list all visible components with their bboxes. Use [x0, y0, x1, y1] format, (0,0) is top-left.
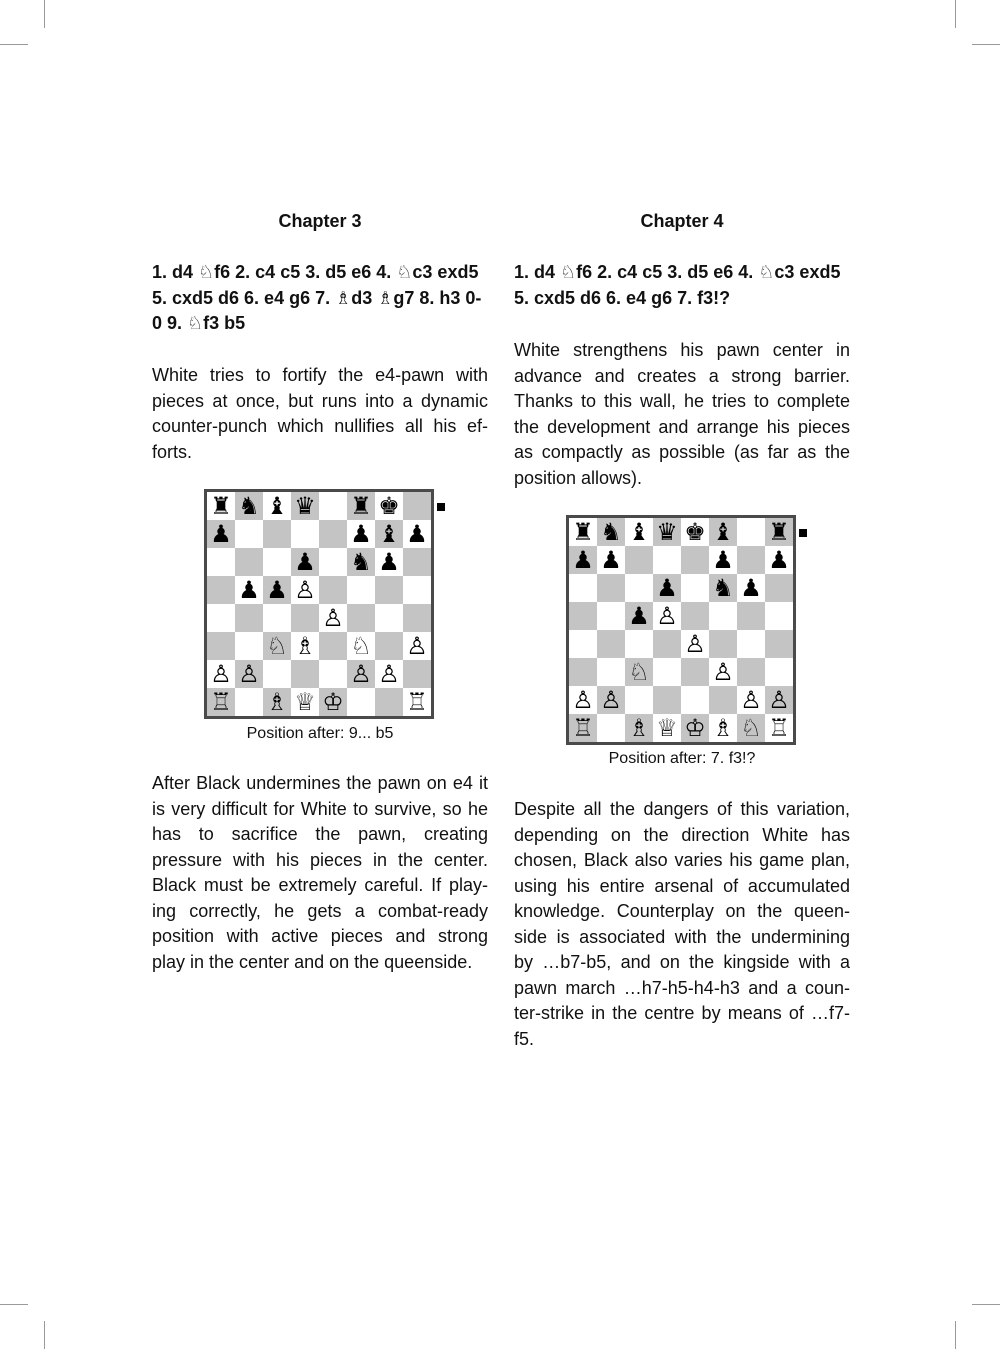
board-square: [653, 546, 681, 574]
black-queen-icon: ♛: [294, 492, 316, 520]
chapter-title: Chapter 4: [640, 211, 724, 231]
white-rook-icon: ♖: [210, 688, 232, 716]
board-square: [207, 576, 235, 604]
board-square: [597, 686, 625, 714]
board-square: [569, 602, 597, 630]
board-square: [319, 548, 347, 576]
board-square: [765, 686, 793, 714]
chapter-title: Chapter 3: [278, 211, 362, 231]
board-square: [319, 492, 347, 520]
board-square: [625, 630, 653, 658]
black-pawn-icon: ♟: [266, 576, 288, 604]
black-rook-icon: ♜: [768, 518, 790, 546]
board-square: [653, 714, 681, 742]
board-square: [235, 520, 263, 548]
board-square: [263, 660, 291, 688]
board-square: [291, 548, 319, 576]
black-king-icon: ♚: [378, 492, 400, 520]
white-queen-icon: ♕: [294, 688, 316, 716]
board-square: [347, 576, 375, 604]
board-square: [597, 714, 625, 742]
white-pawn-icon: ♙: [406, 632, 428, 660]
board-square: [403, 548, 431, 576]
board-square: [737, 714, 765, 742]
diagram-caption: Position after: 7. f3!?: [608, 750, 756, 767]
board-square: [569, 714, 597, 742]
white-rook-icon: ♖: [572, 714, 594, 742]
board-square: [653, 574, 681, 602]
board-square: [375, 660, 403, 688]
black-knight-icon: ♞: [238, 492, 260, 520]
board-square: [597, 574, 625, 602]
chess-diagram: [566, 515, 796, 745]
board-square: [709, 546, 737, 574]
black-rook-icon: ♜: [350, 492, 372, 520]
move-sequence: 1. d4 ♘f6 2. c4 c5 3. d5 e6 4. ♘c3 exd5 5. cxd5 d6 6. e4 g6 7. ♗d3 ♗g7 8. h3 0-0 9. ♘f3 b5: [152, 262, 482, 333]
white-knight-icon: ♘: [628, 658, 650, 686]
black-knight-icon: ♞: [600, 518, 622, 546]
board-square: [319, 520, 347, 548]
board-square: [235, 632, 263, 660]
diagram-caption: Position after: 9... b5: [246, 725, 394, 742]
board-square: [653, 518, 681, 546]
board-square: [681, 630, 709, 658]
board-square: [375, 604, 403, 632]
board-square: [291, 660, 319, 688]
board-square: [653, 602, 681, 630]
chess-board: [204, 489, 434, 719]
board-square: [597, 630, 625, 658]
intro-paragraph: White tries to fortify the e4-pawn with pieces at once, but runs into a dynamic counter-punch which nullifies all his ef-forts.: [152, 365, 488, 462]
board-square: [709, 658, 737, 686]
intro-paragraph: White strengthens his pawn center in advance and creates a strong barrier. Thanks to this wall, he tries to complete the development and arrange his pieces as compactly as possible (as far as the position allows).: [514, 340, 850, 488]
board-square: [347, 604, 375, 632]
white-bishop-icon: ♗: [712, 714, 734, 742]
board-square: [765, 630, 793, 658]
board-square: [765, 574, 793, 602]
board-square: [709, 714, 737, 742]
board-square: [625, 546, 653, 574]
board-square: [709, 630, 737, 658]
board-square: [263, 576, 291, 604]
board-square: [263, 632, 291, 660]
board-square: [375, 688, 403, 716]
side-to-move-marker: [799, 529, 807, 537]
board-square: [235, 548, 263, 576]
board-square: [263, 492, 291, 520]
board-square: [597, 658, 625, 686]
board-square: [319, 660, 347, 688]
board-square: [737, 658, 765, 686]
board-square: [291, 688, 319, 716]
black-pawn-icon: ♟: [210, 520, 232, 548]
white-bishop-icon: ♗: [294, 632, 316, 660]
white-queen-icon: ♕: [656, 714, 678, 742]
white-knight-icon: ♘: [740, 714, 762, 742]
crop-mark: [0, 1304, 28, 1305]
board-square: [681, 714, 709, 742]
chess-diagram: [204, 489, 434, 719]
board-square: [319, 688, 347, 716]
white-pawn-icon: ♙: [740, 686, 762, 714]
board-square: [207, 632, 235, 660]
board-square: [625, 574, 653, 602]
black-queen-icon: ♛: [656, 518, 678, 546]
black-bishop-icon: ♝: [378, 520, 400, 548]
board-square: [765, 714, 793, 742]
white-pawn-icon: ♙: [656, 602, 678, 630]
board-square: [709, 518, 737, 546]
board-square: [403, 604, 431, 632]
black-knight-icon: ♞: [712, 574, 734, 602]
board-square: [569, 546, 597, 574]
board-square: [709, 574, 737, 602]
black-pawn-icon: ♟: [238, 576, 260, 604]
white-pawn-icon: ♙: [684, 630, 706, 658]
board-square: [375, 632, 403, 660]
black-bishop-icon: ♝: [712, 518, 734, 546]
board-square: [235, 492, 263, 520]
board-square: [625, 602, 653, 630]
black-pawn-icon: ♟: [294, 548, 316, 576]
board-square: [319, 604, 347, 632]
black-pawn-icon: ♟: [712, 546, 734, 574]
board-square: [235, 660, 263, 688]
white-pawn-icon: ♙: [238, 660, 260, 688]
board-square: [375, 576, 403, 604]
board-square: [263, 548, 291, 576]
board-square: [765, 658, 793, 686]
board-square: [653, 630, 681, 658]
board-square: [375, 520, 403, 548]
board-square: [737, 602, 765, 630]
white-pawn-icon: ♙: [294, 576, 316, 604]
black-knight-icon: ♞: [350, 548, 372, 576]
white-pawn-icon: ♙: [378, 660, 400, 688]
board-square: [737, 546, 765, 574]
crop-mark: [0, 44, 28, 45]
board-square: [569, 686, 597, 714]
white-pawn-icon: ♙: [350, 660, 372, 688]
board-square: [235, 604, 263, 632]
crop-mark: [955, 0, 956, 28]
board-square: [737, 686, 765, 714]
board-square: [347, 548, 375, 576]
white-knight-icon: ♘: [350, 632, 372, 660]
side-to-move-marker: [437, 503, 445, 511]
board-square: [207, 688, 235, 716]
black-pawn-icon: ♟: [572, 546, 594, 574]
white-knight-icon: ♘: [266, 632, 288, 660]
crop-mark: [955, 1321, 956, 1349]
board-square: [681, 686, 709, 714]
board-square: [625, 714, 653, 742]
white-pawn-icon: ♙: [572, 686, 594, 714]
board-square: [737, 518, 765, 546]
board-square: [207, 492, 235, 520]
board-square: [347, 520, 375, 548]
conclusion-paragraph: After Black undermines the pawn on e4 it is very difficult for White to survive, so he has to sacrifice the pawn, creating pressure with his pieces in the center. Black must be extremely careful. If play-ing correctly, he gets a combat-ready position with active pieces and strong play in the center and on the queenside.: [152, 773, 488, 972]
white-pawn-icon: ♙: [712, 658, 734, 686]
black-pawn-icon: ♟: [740, 574, 762, 602]
board-square: [625, 686, 653, 714]
board-square: [347, 688, 375, 716]
move-sequence: 1. d4 ♘f6 2. c4 c5 3. d5 e6 4. ♘c3 exd5 5. cxd5 d6 6. e4 g6 7. f3!?: [514, 262, 841, 308]
board-square: [597, 518, 625, 546]
board-square: [765, 546, 793, 574]
white-pawn-icon: ♙: [322, 604, 344, 632]
board-square: [319, 576, 347, 604]
crop-mark: [44, 0, 45, 28]
white-rook-icon: ♖: [406, 688, 428, 716]
board-square: [291, 604, 319, 632]
white-pawn-icon: ♙: [768, 686, 790, 714]
black-pawn-icon: ♟: [350, 520, 372, 548]
black-rook-icon: ♜: [572, 518, 594, 546]
board-square: [291, 632, 319, 660]
board-square: [291, 492, 319, 520]
board-square: [681, 602, 709, 630]
board-square: [625, 658, 653, 686]
white-rook-icon: ♖: [768, 714, 790, 742]
board-square: [235, 576, 263, 604]
board-square: [737, 630, 765, 658]
board-square: [403, 576, 431, 604]
board-square: [765, 518, 793, 546]
board-square: [653, 686, 681, 714]
crop-mark: [44, 1321, 45, 1349]
black-bishop-icon: ♝: [628, 518, 650, 546]
board-square: [709, 602, 737, 630]
black-pawn-icon: ♟: [768, 546, 790, 574]
board-square: [403, 660, 431, 688]
board-square: [681, 658, 709, 686]
black-pawn-icon: ♟: [628, 602, 650, 630]
board-square: [263, 688, 291, 716]
black-pawn-icon: ♟: [656, 574, 678, 602]
board-square: [403, 632, 431, 660]
board-square: [347, 660, 375, 688]
black-pawn-icon: ♟: [406, 520, 428, 548]
white-pawn-icon: ♙: [210, 660, 232, 688]
board-square: [235, 688, 263, 716]
board-square: [597, 602, 625, 630]
board-square: [681, 574, 709, 602]
white-bishop-icon: ♗: [266, 688, 288, 716]
conclusion-paragraph: Despite all the dangers of this variation, depending on the direction White has chosen, Black also varies his game plan, using his entire arsenal of accumulated knowledge. Counterplay on the queen-side is associated with the undermining by …b7-b5, and on the kingside with a pawn march …h7-h5-h4-h3 and a coun-ter-strike in the centre by means of …f7-f5.: [514, 799, 850, 1049]
board-square: [291, 520, 319, 548]
white-pawn-icon: ♙: [600, 686, 622, 714]
board-square: [319, 632, 347, 660]
board-square: [737, 574, 765, 602]
black-bishop-icon: ♝: [266, 492, 288, 520]
white-bishop-icon: ♗: [628, 714, 650, 742]
black-rook-icon: ♜: [210, 492, 232, 520]
board-square: [569, 518, 597, 546]
board-square: [765, 602, 793, 630]
board-square: [403, 520, 431, 548]
white-king-icon: ♔: [322, 688, 344, 716]
crop-mark: [972, 1304, 1000, 1305]
board-square: [403, 688, 431, 716]
board-square: [263, 520, 291, 548]
board-square: [681, 546, 709, 574]
board-square: [681, 518, 709, 546]
board-square: [207, 604, 235, 632]
black-pawn-icon: ♟: [378, 548, 400, 576]
board-square: [597, 546, 625, 574]
black-king-icon: ♚: [684, 518, 706, 546]
chess-board: [566, 515, 796, 745]
board-square: [709, 686, 737, 714]
board-square: [625, 518, 653, 546]
crop-mark: [972, 44, 1000, 45]
board-square: [207, 660, 235, 688]
board-square: [291, 576, 319, 604]
black-pawn-icon: ♟: [600, 546, 622, 574]
board-square: [403, 492, 431, 520]
white-king-icon: ♔: [684, 714, 706, 742]
board-square: [569, 658, 597, 686]
board-square: [375, 548, 403, 576]
board-square: [207, 520, 235, 548]
board-square: [569, 630, 597, 658]
board-square: [207, 548, 235, 576]
board-square: [347, 492, 375, 520]
board-square: [375, 492, 403, 520]
board-square: [569, 574, 597, 602]
board-square: [263, 604, 291, 632]
board-square: [653, 658, 681, 686]
board-square: [347, 632, 375, 660]
